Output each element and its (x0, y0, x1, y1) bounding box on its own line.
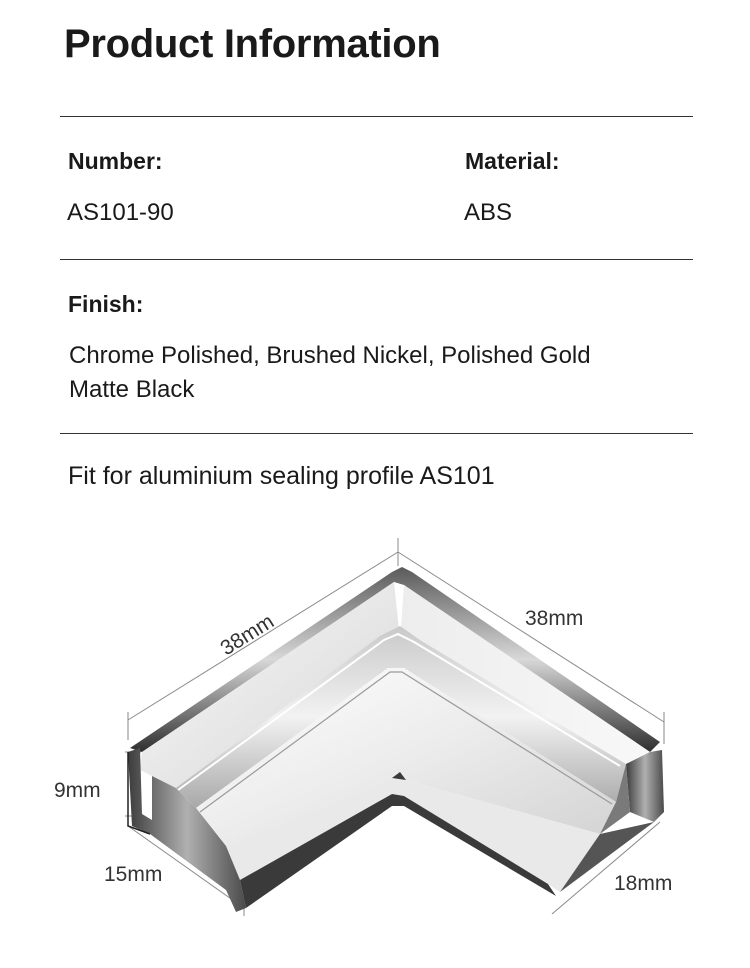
dim-top-right: 38mm (525, 607, 584, 630)
product-drawing (0, 520, 750, 960)
page-title: Product Information (64, 22, 441, 66)
divider-middle (60, 259, 693, 260)
material-value: ABS (464, 199, 513, 226)
dim-height: 9mm (54, 779, 101, 802)
finish-value-line1: Chrome Polished, Brushed Nickel, Polished Gold (69, 342, 591, 369)
divider-bottom (60, 433, 693, 434)
dim-top-left: 38mm (216, 609, 279, 661)
dim-bottom-left: 15mm (104, 863, 163, 886)
number-label: Number: (68, 148, 163, 174)
divider-top (60, 116, 693, 117)
finish-value-line2: Matte Black (69, 376, 195, 403)
dim-bottom-right: 18mm (614, 872, 673, 895)
number-value: AS101-90 (67, 199, 174, 226)
material-label: Material: (465, 148, 560, 174)
finish-label: Finish: (68, 291, 144, 317)
fit-note: Fit for aluminium sealing profile AS101 (68, 462, 495, 490)
